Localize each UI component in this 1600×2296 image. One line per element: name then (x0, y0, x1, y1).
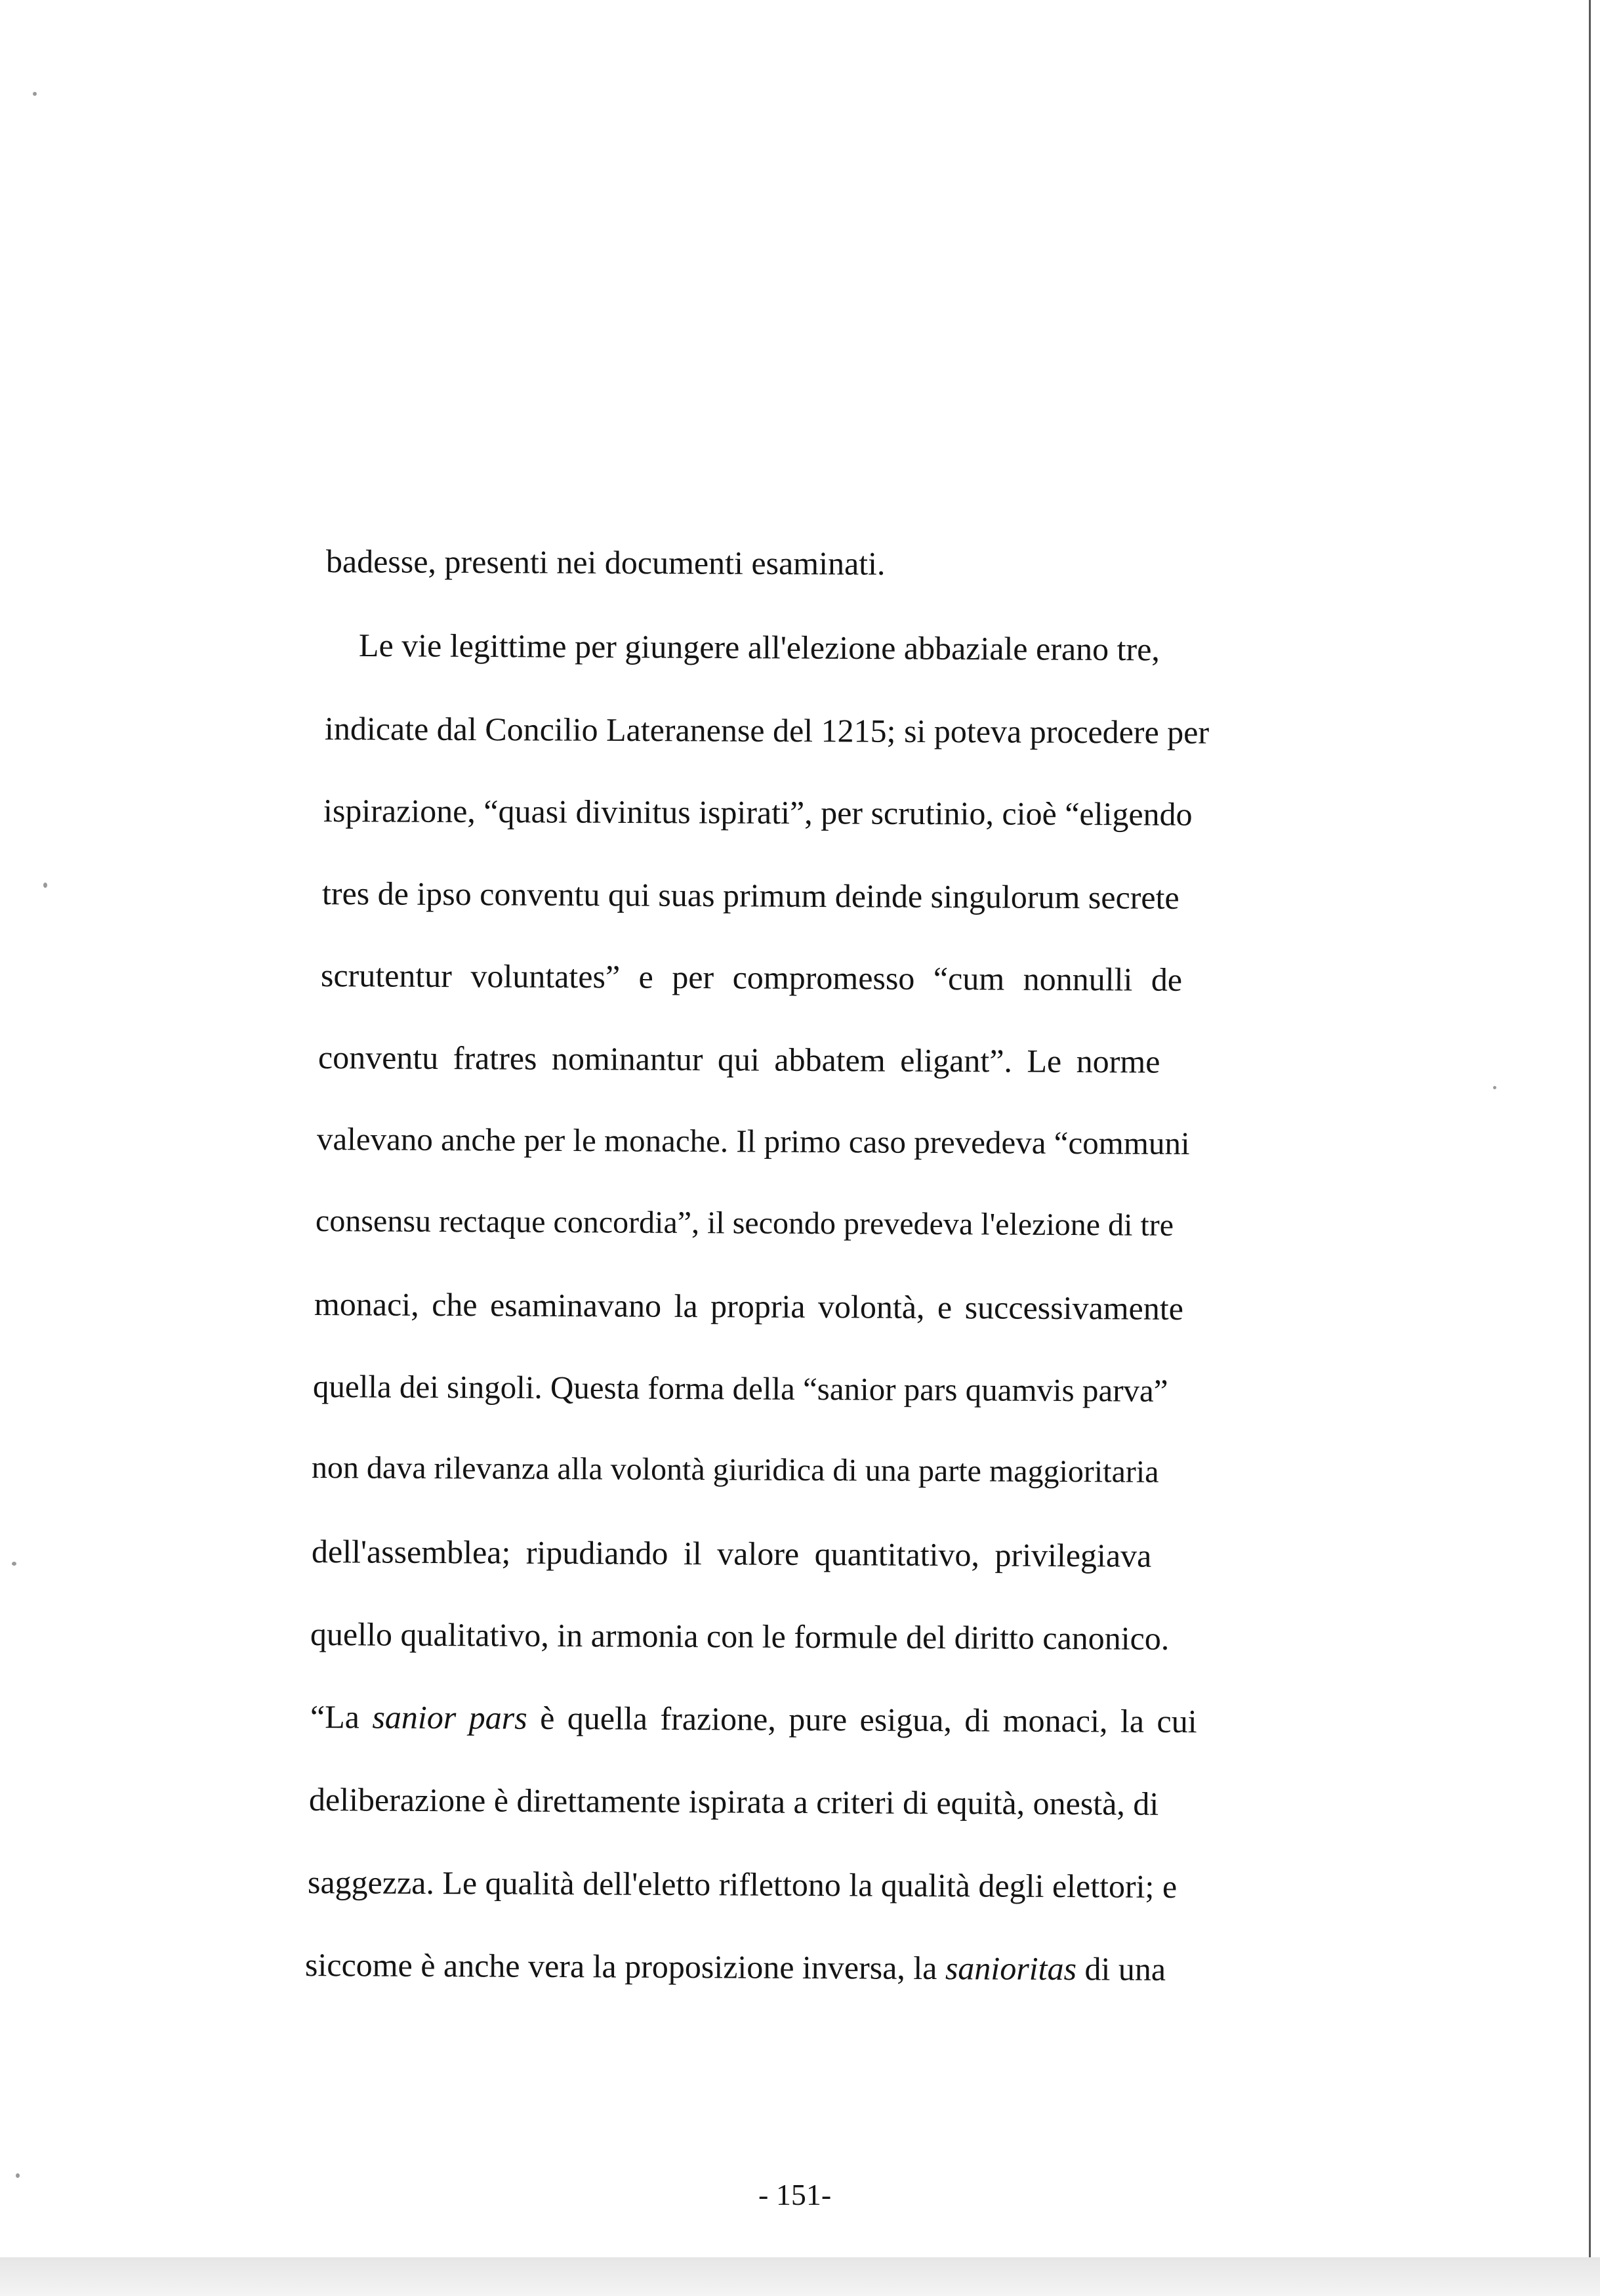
text-line-13: dell'assemblea; ripudiando il valore quantitativo, privilegiava (311, 1533, 1152, 1574)
scan-edge-right (1589, 0, 1591, 2296)
text-line-10: monaci, che esaminavano la propria volontà, e successivamente (314, 1285, 1184, 1327)
text-line-1: badesse, presenti nei documenti esaminati. (325, 543, 886, 582)
text-line-16: deliberazione è direttamente ispirata a criteri di equità, onestà, di (308, 1781, 1159, 1822)
text-line-14: quello qualitativo, in armonia con le formule del diritto canonico. (310, 1616, 1170, 1657)
scan-speckle (43, 883, 47, 888)
text-line-5: tres de ipso conventu qui suas primum deinde singulorum secrete (321, 875, 1179, 916)
italic-term-sanior-pars: sanior pars (372, 1698, 527, 1736)
text-line-12: non dava rilevanza alla volontà giuridica di una parte maggioritaria (311, 1450, 1159, 1490)
line-2-text: Le vie legittime per giungere all'elezione abbaziale erano tre, (358, 627, 1160, 668)
text-line-4: ispirazione, “quasi divinitus ispirati”, per scrutinio, cioè “eligendo (323, 792, 1193, 833)
text-line-7: conventu fratres nominantur qui abbatem eligant”. Le norme (318, 1039, 1160, 1080)
scan-speckle (16, 2173, 20, 2178)
scan-speckle (33, 92, 37, 96)
line-18-start: siccome è anche vera la proposizione inversa, la (304, 1946, 946, 1987)
italic-term-sanioritas: sanioritas (945, 1950, 1077, 1988)
line-18-end: di una (1076, 1950, 1166, 1988)
scan-speckle (12, 1562, 16, 1566)
text-line-18 (305, 1948, 1166, 1986)
text-line-8: valevano anche per le monache. Il primo caso prevedeva “communi (316, 1121, 1190, 1161)
text-line-17: saggezza. Le qualità dell'eletto riflettono la qualità degli elettori; e (307, 1864, 1178, 1905)
scan-edge-bottom (0, 2257, 1600, 2296)
text-line-2 (359, 629, 1323, 667)
text-line-3: indicate dal Concilio Lateranense del 1215; si poteva procedere per (324, 710, 1210, 751)
text-line-11: quella dei singoli. Questa forma della “sanior pars quamvis parva” (312, 1368, 1168, 1409)
text-line-9: consensu rectaque concordia”, il secondo prevedeva l'elezione di tre (315, 1203, 1174, 1243)
text-line-15 (310, 1700, 1197, 1738)
scan-speckle (1493, 1086, 1496, 1089)
text-line-6: scrutentur voluntates” e per compromesso “cum nonnulli de (320, 957, 1183, 998)
page-number: - 151- (758, 2178, 832, 2211)
line-15-end: è quella frazione, pure esigua, di monaci, la cui (527, 1699, 1197, 1740)
line-15-start: “La (310, 1698, 373, 1736)
